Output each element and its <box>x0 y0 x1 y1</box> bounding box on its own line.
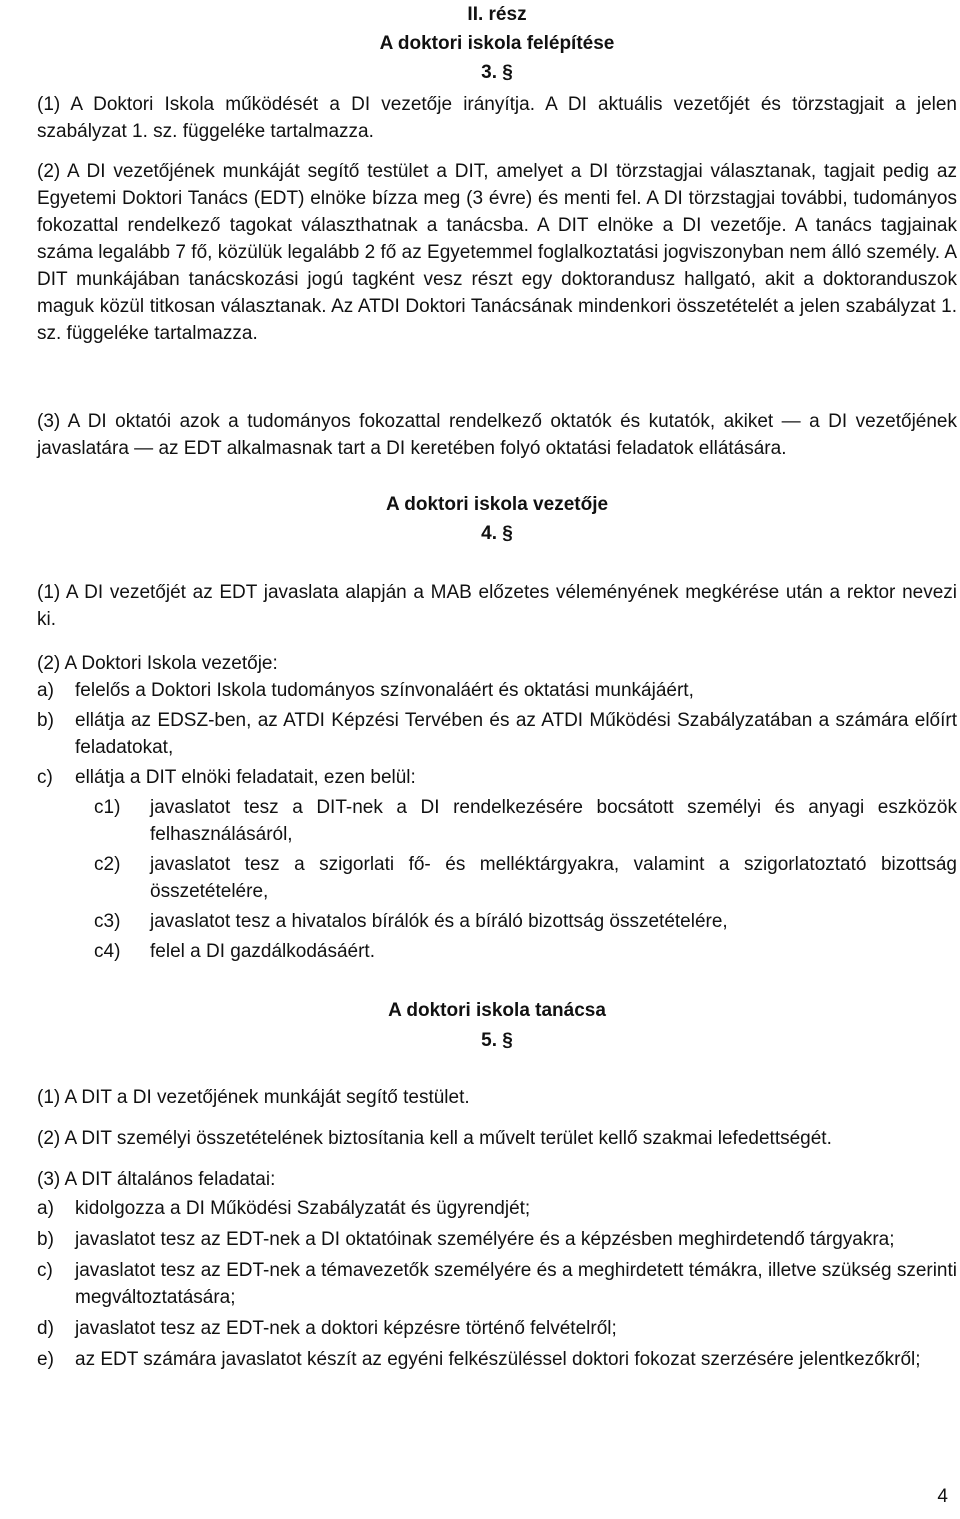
list-item-label: a) <box>37 680 54 701</box>
section-5-title: A doktori iskola tanácsa <box>388 1000 606 1021</box>
list-item-text: felelős a Doktori Iskola tudományos színvonaláért és oktatási munkájáért, <box>75 680 694 701</box>
list-item-text: javaslatot tesz az EDT-nek a témavezetők személyére és a meghirdetett témákra, illetve szükség szerinti megváltoztatására; <box>75 1260 957 1308</box>
section-5-number: 5. § <box>481 1030 513 1051</box>
list-item-label: b) <box>37 710 54 731</box>
sub-list-item-label: c4) <box>94 941 121 962</box>
list-item <box>37 707 957 761</box>
part-heading: II. rész <box>467 4 527 25</box>
list-item <box>37 1346 957 1373</box>
section-5-list <box>37 1195 957 1373</box>
list-item <box>37 764 957 791</box>
sub-list-item <box>37 908 957 935</box>
section-4-paragraph-2: (2) A Doktori Iskola vezetője: <box>37 653 278 674</box>
sub-list-item-text: javaslatot tesz a hivatalos bírálók és a bíráló bizottság összetételére, <box>150 911 728 932</box>
sub-list-item <box>37 794 957 848</box>
section-3-number: 3. § <box>481 62 513 83</box>
sub-list-item-label: c1) <box>94 797 121 818</box>
sub-list-item-label: c2) <box>94 854 121 875</box>
list-item <box>37 1315 957 1342</box>
sub-list-item <box>37 851 957 905</box>
section-5-paragraph-1: (1) A DIT a DI vezetőjének munkáját segítő testület. <box>37 1087 470 1108</box>
list-item-text: javaslatot tesz az EDT-nek a doktori képzésre történő felvételről; <box>75 1318 617 1339</box>
section-3-paragraph-2: (2) A DI vezetőjének munkáját segítő testület a DIT, amelyet a DI törzstagjai választanak, tagjait pedig az Egyetemi Doktori Tanács (EDT) elnöke bízza meg (3 évre) és menti fel. A DI törzstagjai további, tudományos fokozattal rendelkező tagokat választhatnak a tanácsba. A DIT elnöke a DI vezetője. A tanács tagjainak száma legalább 7 fő, közülük legalább 2 fő az Egyetemmel foglalkoztatási jogviszonyban nem álló személy. A DIT munkájában tanácskozási jogú tagként vesz részt egy doktorandusz hallgató, akit a doktoranduszok maguk közül titkosan választanak. Az ATDI Doktori Tanácsának mindenkori összetételét a jelen szabályzat 1. sz. függeléke tartalmazza. <box>37 161 957 344</box>
section-4-number: 4. § <box>481 523 513 544</box>
list-item-label: e) <box>37 1349 54 1370</box>
list-item-text: az EDT számára javaslatot készít az egyéni felkészüléssel doktori fokozat szerzésére jelentkezőkről; <box>75 1349 921 1370</box>
list-item-text: kidolgozza a DI Működési Szabályzatát és ügyrendjét; <box>75 1198 531 1219</box>
section-3-paragraph-3: (3) A DI oktatói azok a tudományos fokozattal rendelkező oktatók és kutatók, akiket — a DI vezetőjének javaslatára — az EDT alkalmasnak tart a DI keretében folyó oktatási feladatok ellátására. <box>37 411 957 459</box>
page-number: 4 <box>937 1486 948 1507</box>
list-item-text: javaslatot tesz az EDT-nek a DI oktatóinak személyére és a képzésben meghirdetendő tárgyakra; <box>75 1229 895 1250</box>
list-item-label: c) <box>37 1260 53 1281</box>
list-item-label: c) <box>37 767 53 788</box>
list-item-label: b) <box>37 1229 54 1250</box>
list-item <box>37 1226 957 1253</box>
section-4-title: A doktori iskola vezetője <box>385 494 609 515</box>
list-item <box>37 677 957 704</box>
part-title: A doktori iskola felépítése <box>379 33 615 54</box>
list-item-text: ellátja az EDSZ-ben, az ATDI Képzési Tervében és az ATDI Működési Szabályzatában a számára előírt feladatokat, <box>75 710 957 758</box>
list-item <box>37 1257 957 1311</box>
section-5-paragraph-3: (3) A DIT általános feladatai: <box>37 1169 276 1190</box>
section-3-paragraph-1: (1) A Doktori Iskola működését a DI vezetője irányítja. A DI aktuális vezetőjét és törzstagjait a jelen szabályzat 1. sz. függeléke tartalmazza. <box>37 94 957 142</box>
sub-list-item <box>37 938 957 965</box>
sub-list-item-text: javaslatot tesz a szigorlati fő- és melléktárgyakra, valamint a szigorlatoztató bizottság összetételére, <box>150 854 957 902</box>
list-item-label: d) <box>37 1318 54 1339</box>
sub-list-item-text: javaslatot tesz a DIT-nek a DI rendelkezésére bocsátott személyi és anyagi eszközök felhasználásáról, <box>150 797 957 845</box>
section-4-paragraph-1: (1) A DI vezetőjét az EDT javaslata alapján a MAB előzetes véleményének megkérése után a rektor nevezi ki. <box>37 582 957 630</box>
section-4-list <box>37 677 957 965</box>
list-item <box>37 1195 957 1222</box>
list-item-label: a) <box>37 1198 54 1219</box>
section-5-paragraph-2: (2) A DIT személyi összetételének biztosítania kell a művelt terület kellő szakmai lefedettségét. <box>37 1128 832 1149</box>
sub-list-item-label: c3) <box>94 911 121 932</box>
list-item-text: ellátja a DIT elnöki feladatait, ezen belül: <box>75 767 416 788</box>
sub-list-item-text: felel a DI gazdálkodásáért. <box>150 941 375 962</box>
